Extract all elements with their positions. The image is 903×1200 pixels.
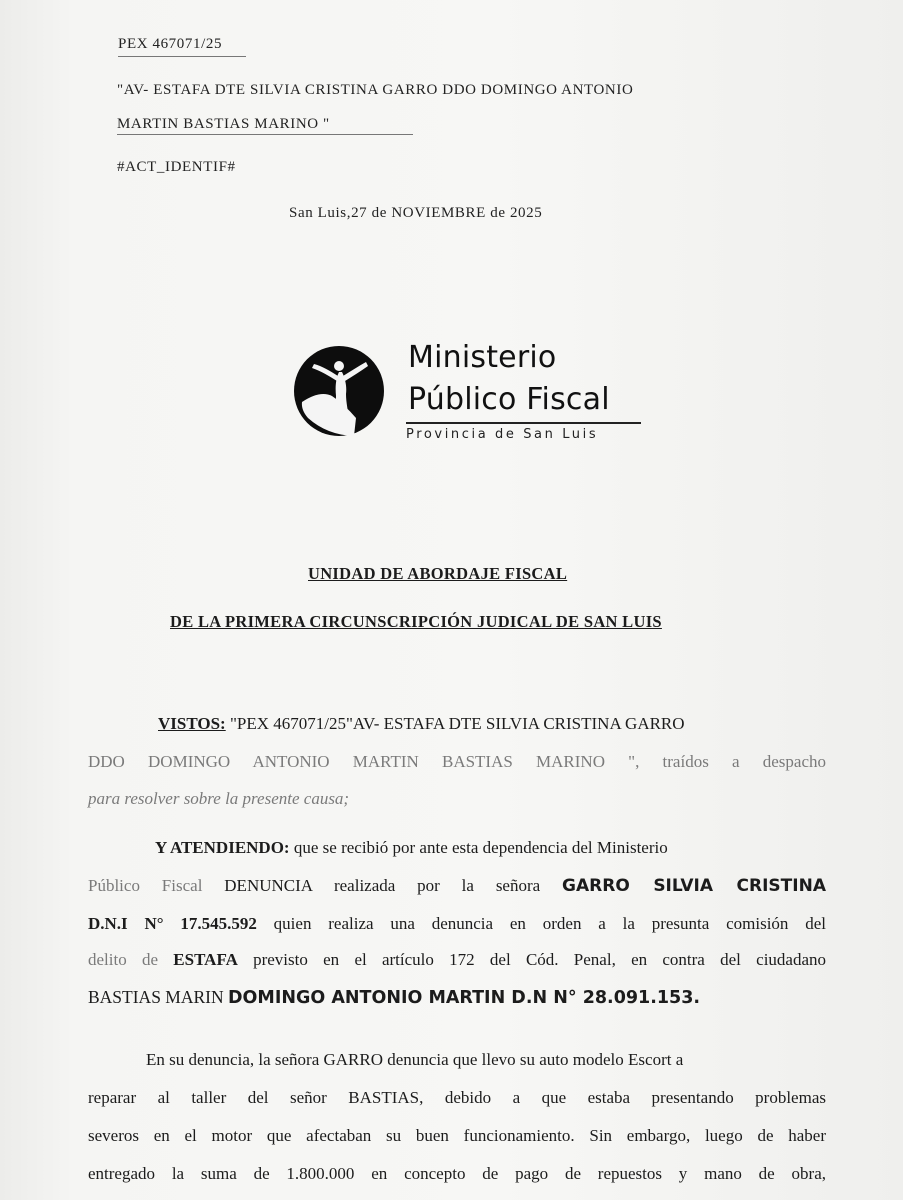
atendiendo-line-4-c: previsto en el artículo 172 del Cód. Penal, en contra del ciudadano (237, 950, 827, 969)
atendiendo-line-3 (88, 914, 826, 934)
logo-line-2: Público Fiscal (408, 382, 610, 417)
denuncia-line-3 (88, 1126, 826, 1146)
crime-name: ESTAFA (173, 950, 238, 969)
denuncia-line-4 (88, 1164, 826, 1184)
complainant-name: GARRO SILVIA CRISTINA (562, 876, 826, 896)
vistos-line-2 (88, 752, 826, 772)
vistos-line-1 (158, 714, 685, 734)
atendiendo-line-2-a: Público Fiscal (88, 876, 225, 895)
vistos-line-3: para resolver sobre la presente causa; (88, 789, 350, 808)
act-tag: #ACT_IDENTIF# (117, 159, 236, 175)
vistos-line-1-text: "PEX 467071/25"AV- ESTAFA DTE SILVIA CRISTINA GARRO (225, 714, 685, 733)
logo-subtitle: Provincia de San Luis (406, 427, 599, 442)
ministerio-logo (292, 338, 652, 448)
denuncia-line-4-text: entregado la suma de 1.800.000 en concepto de pago de repuestos y mano de obra, (88, 1164, 826, 1183)
logo-line-1: Ministerio (408, 340, 557, 375)
defendant-surname: BASTIAS MARIN (88, 987, 229, 1007)
denuncia-line-2-text: reparar al taller del señor BASTIAS, debido a que estaba presentando problemas (88, 1088, 826, 1107)
denuncia-line-1: En su denuncia, la señora GARRO denuncia que llevo su auto modelo Escort a (146, 1050, 684, 1069)
atendiendo-line-2 (88, 876, 826, 896)
denuncia-line-2 (88, 1088, 826, 1108)
file-number-underline (118, 56, 246, 57)
raised-arms-figure-icon (292, 344, 386, 438)
file-number: PEX 467071/25 (118, 36, 223, 52)
atendiendo-label: Y ATENDIENDO: (155, 838, 290, 857)
logo-divider (406, 422, 641, 424)
atendiendo-line-1-text: que se recibió por ante esta dependencia del Ministerio (289, 838, 668, 857)
atendiendo-line-2-b: DENUNCIA realizada por la señora (224, 876, 563, 895)
case-title-line-2: MARTIN BASTIAS MARINO " (117, 116, 330, 132)
atendiendo-line-4-a: delito de (88, 950, 174, 969)
jurisdiction-title: DE LA PRIMERA CIRCUNSCRIPCIÓN JUDICAL DE SAN LUIS (170, 612, 662, 631)
atendiendo-line-3-b: quien realiza una denuncia en orden a la presunta comisión del (256, 914, 827, 933)
defendant-name-dni: DOMINGO ANTONIO MARTIN D.N N° 28.091.153. (228, 988, 701, 1008)
complainant-dni: D.N.I N° 17.545.592 (88, 914, 257, 933)
atendiendo-line-1 (155, 838, 668, 858)
unit-title: UNIDAD DE ABORDAJE FISCAL (308, 564, 568, 583)
atendiendo-line-5 (88, 987, 700, 1008)
vistos-label: VISTOS: (158, 714, 226, 733)
denuncia-line-3-text: severos en el motor que afectaban su buen funcionamiento. Sin embargo, luego de haber (88, 1126, 826, 1145)
atendiendo-line-4 (88, 950, 826, 970)
case-title-line-1: "AV- ESTAFA DTE SILVIA CRISTINA GARRO DDO DOMINGO ANTONIO (117, 82, 634, 98)
vistos-line-2-text: DDO DOMINGO ANTONIO MARTIN BASTIAS MARINO ", traídos a despacho (88, 752, 826, 771)
place-date: San Luis,27 de NOVIEMBRE de 2025 (289, 205, 543, 221)
case-title-underline (117, 134, 413, 135)
